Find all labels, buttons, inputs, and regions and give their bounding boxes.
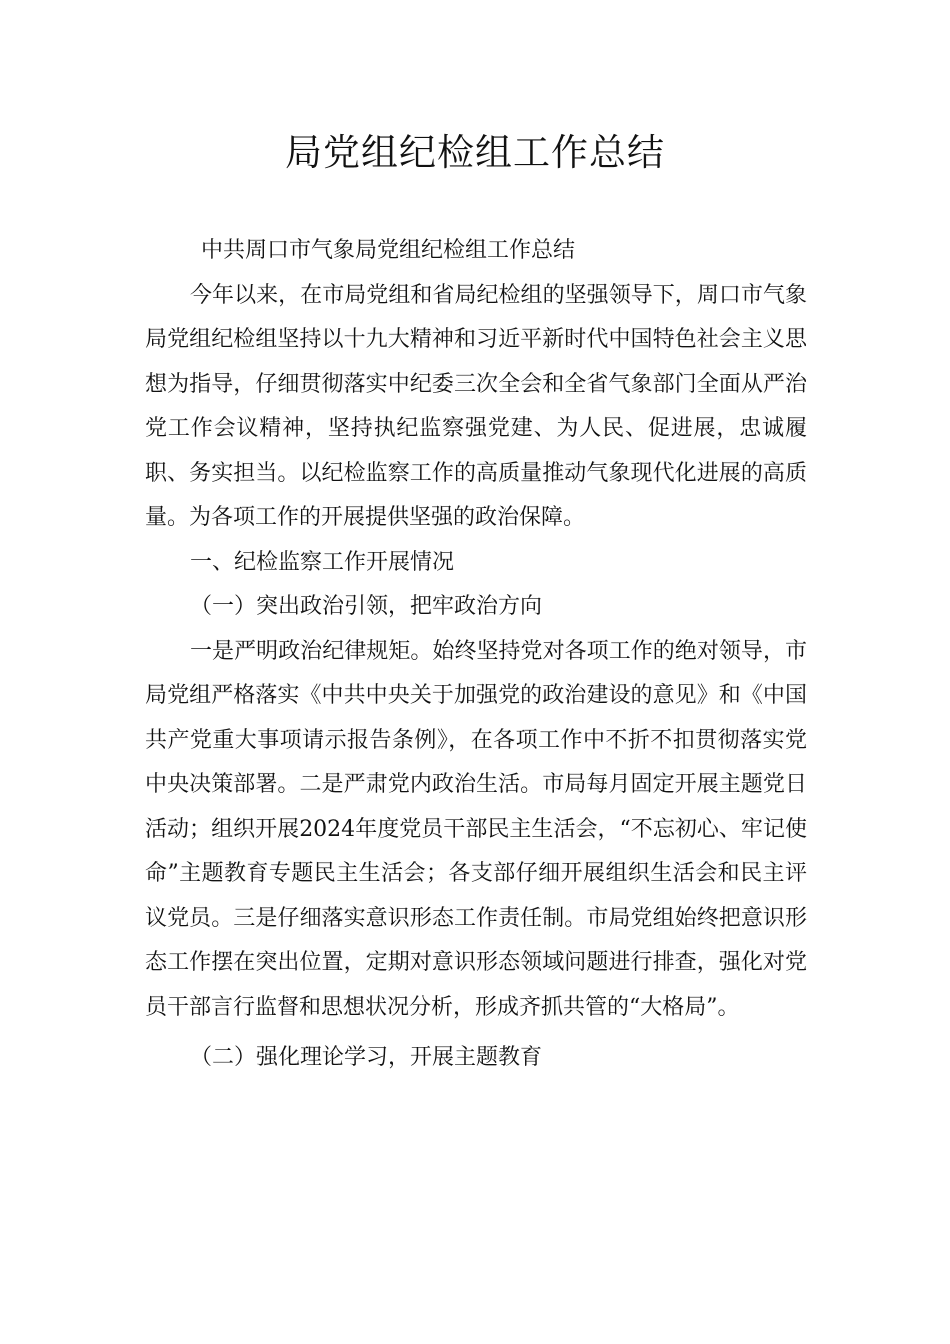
body-paragraph-1: 一是严明政治纪律规矩。始终坚持党对各项工作的绝对领导，市局党组严格落实《中共中央关于加强党的政治建设的意见》和《中国共产党重大事项请示报告条例》，在各项工作中不折不扣贯彻落实党中央决策部署。二是严肃党内政治生活。市局每月固定开展主题党日活动；组织开展2024年度党员干部民主生活会，“不忘初心、牢记使命”主题教育专题民主生活会；各支部仔细开展组织生活会和民主评议党员。三是仔细落实意识形态工作责任制。市局党组始终把意识形态工作摆在突出位置，定期对意识形态领域问题进行排查，强化对党员干部言行监督和思想状况分析，形成齐抓共管的“大格局”。 [145, 638, 807, 1020]
document-title: 局党组纪检组工作总结 [285, 131, 665, 174]
document-subtitle: 中共周口市气象局党组纪检组工作总结 [201, 238, 576, 263]
subsection-heading-1: （一）突出政治引领，把牢政治方向 [190, 594, 543, 619]
subsection-heading-2: （二）强化理论学习，开展主题教育 [190, 1045, 543, 1070]
intro-paragraph: 今年以来，在市局党组和省局纪检组的坚强领导下，周口市气象局党组纪检组坚持以十九大精神和习近平新时代中国特色社会主义思想为指导，仔细贯彻落实中纪委三次全会和全省气象部门全面从严治党工作会议精神，坚持执纪监察强党建、为人民、促进展，忠诚履职、务实担当。以纪检监察工作的高质量推动气象现代化进展的高质量。为各项工作的开展提供坚强的政治保障。 [145, 282, 807, 530]
section-heading-1: 一、纪检监察工作开展情况 [190, 549, 455, 575]
document-body [145, 229, 807, 1081]
